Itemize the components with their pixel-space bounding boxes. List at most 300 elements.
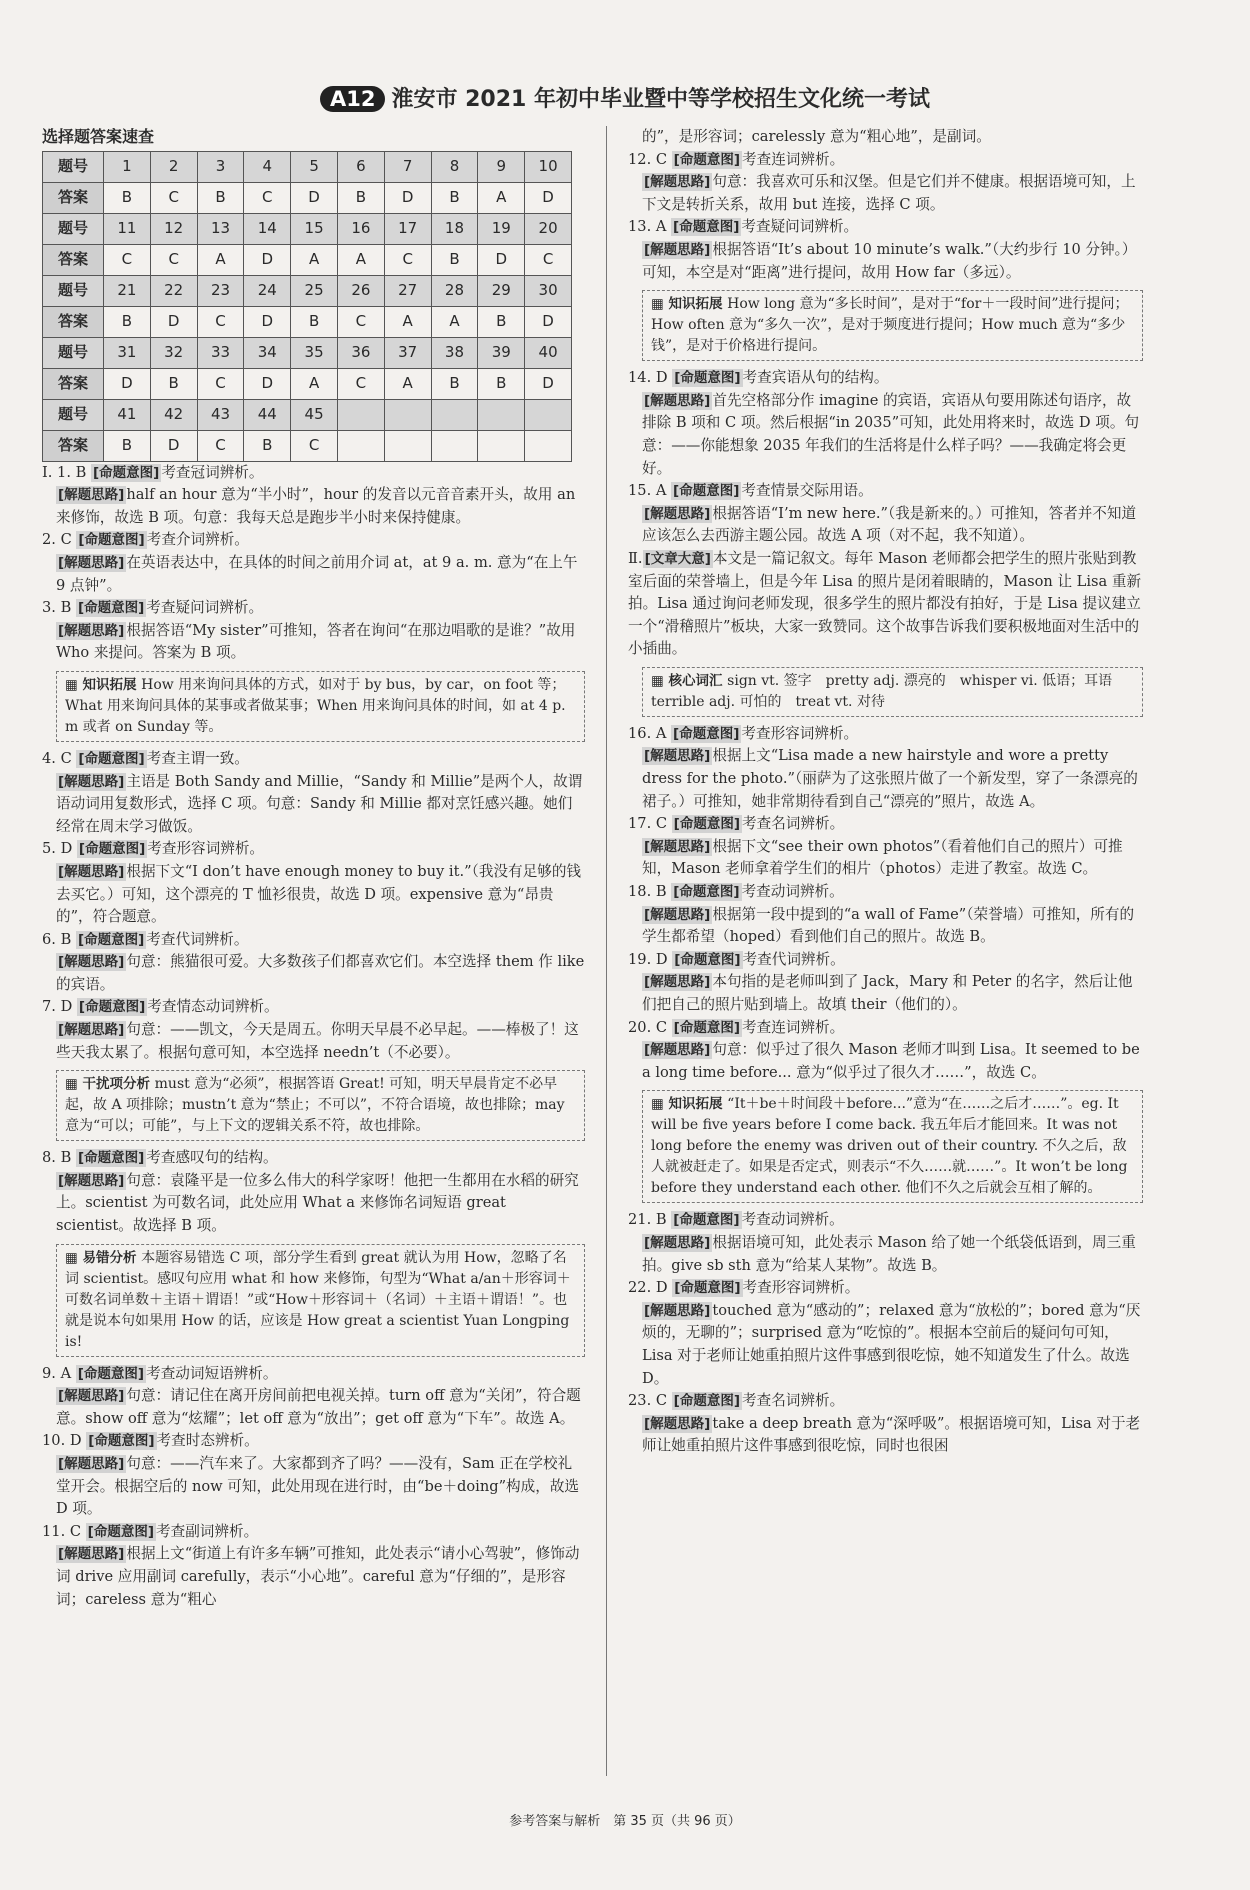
answer-cell: C (197, 430, 244, 461)
solution-paragraph (42, 951, 585, 996)
question-number: 6. B (42, 930, 76, 948)
idea-tag: [解题思路] (644, 838, 711, 855)
answer-cell: B (150, 368, 197, 399)
answer-cell: D (244, 306, 291, 337)
note-box-text: must 意为“必须”，根据答语 Great! 可知，明天早晨肯定不必早起，故 A 项排除；mustn’t 意为“禁止；不可以”，不符合语境，故也排除；may 意为“可以；可能”，与上下文的逻辑关系不符，故也排除。 (65, 1076, 565, 1135)
question-intent: 考查形容词辨析。 (147, 840, 265, 858)
question-number-cell: 17 (384, 213, 431, 244)
row-label: 答案 (43, 430, 104, 461)
answer-cell: D (525, 368, 572, 399)
answer-cell: D (478, 244, 525, 275)
intent-tag: [命题意图] (673, 1212, 740, 1229)
section-number: Ⅱ. (628, 549, 643, 567)
answer-cell: D (244, 244, 291, 275)
answer-cell: C (525, 244, 572, 275)
right-column (628, 126, 1143, 1458)
note-box-text: “It＋be＋时间段＋before...”意为“在……之后才……”。eg. It will be five years before I come back. 我五年后才能回来。It was not long before the enemy was driven out of their country. 不久之后，敌人就被赶走了。如果是否定式，则表示“不久……就……”。It won’t be long before they understand each other. 他们不久之后就会互相了解的。 (651, 1096, 1128, 1197)
intent-tag: [命题意图] (674, 370, 741, 387)
question-number-cell: 14 (244, 213, 291, 244)
question-number-cell: 7 (384, 151, 431, 182)
answer-row (43, 182, 572, 213)
solution-text: 首先空格部分作 imagine 的宾语，宾语从句要用陈述句语序，故排除 B 项和 C 项。然后根据“in 2035”可知，此处用将来时，故选 D 项。句意：——你能想象 2035 年我们的生活将是什么样子吗？——我确定将会更好。 (642, 391, 1140, 477)
question-number: 18. B (628, 883, 672, 901)
note-box-tag: ▦ 干扰项分析 (65, 1076, 155, 1093)
note-box-tag: ▦ 知识拓展 (65, 676, 142, 693)
note-box (56, 1070, 585, 1141)
question-number-cell (337, 399, 384, 430)
question-intent: 考查感叹句的结构。 (146, 1149, 278, 1167)
solution-text: half an hour 意为“半小时”，hour 的发音以元音音素开头，故用 an 来修饰，故选 B 项。句意：我每天总是跑步半小时来保持健康。 (56, 486, 576, 526)
question-number-cell: 35 (291, 337, 338, 368)
question-number: 16. A (628, 724, 672, 742)
intent-tag: [命题意图] (92, 464, 160, 481)
question-number-cell: 1 (104, 151, 151, 182)
passage-summary (628, 548, 1143, 661)
question-number-cell: 13 (197, 213, 244, 244)
question-line (42, 929, 585, 952)
question-number-cell: 33 (197, 337, 244, 368)
question-number-cell: 41 (104, 399, 151, 430)
solution-text: 句意：我喜欢可乐和汉堡。但是它们并不健康。根据语境可知，上下文是转折关系，故用 but 连接，选择 C 项。 (642, 173, 1136, 213)
answer-cell: B (431, 368, 478, 399)
note-box-text: How long 意为“多长时间”，是对于“for＋一段时间”进行提问；How often 意为“多久一次”，是对于频度进行提问；How much 意为“多少钱”，是对于价格进行提问。 (651, 296, 1129, 355)
summary-text: 本文是一篇记叙文。每年 Mason 老师都会把学生的照片张贴到教室后面的荣誉墙上，但是今年 Lisa 的照片是闭着眼睛的，Mason 让 Lisa 重新拍。Lisa 通过询问老师发现，很多学生的照片都没有拍好，于是 Lisa 提议建立一个“滑稽照片”板块，大家一致赞同。这个故事告诉我们要积极地面对生活中的小插曲。 (628, 549, 1142, 658)
idea-tag: [解题思路] (644, 1302, 711, 1319)
question-number-cell: 10 (525, 151, 572, 182)
question-line (42, 529, 585, 552)
question-number-cell: 39 (478, 337, 525, 368)
question-line (42, 1147, 585, 1170)
question-number-cell: 6 (337, 151, 384, 182)
answer-cell: D (244, 368, 291, 399)
solution-paragraph (42, 1019, 585, 1064)
question-number-cell: 24 (244, 275, 291, 306)
question-number-cell: 9 (478, 151, 525, 182)
answer-cell: B (197, 182, 244, 213)
solution-text: 根据答语“I’m new here.”（我是新来的。）可推知，答者并不知道应该怎么去西游主题公园。故选 A 项（对不起，我不知道）。 (642, 504, 1137, 545)
intent-tag: [命题意图] (674, 951, 741, 968)
idea-tag: [解题思路] (644, 748, 711, 765)
question-number: 9. A (42, 1364, 76, 1382)
question-line (628, 1017, 1143, 1040)
answer-cell: C (197, 306, 244, 337)
question-intent: 考查副词辨析。 (156, 1522, 259, 1540)
question-number-cell: 32 (150, 337, 197, 368)
answer-cell: A (384, 368, 431, 399)
question-intent: 考查形容词辨析。 (741, 724, 859, 742)
solution-text: 根据语境可知，此处表示 Mason 给了她一个纸袋低语到，周三重拍。give sb sth 意为“给某人某物”。故选 B。 (642, 1233, 1136, 1274)
row-label: 答案 (43, 244, 104, 275)
answer-row (43, 244, 572, 275)
question-number: 8. B (42, 1149, 76, 1167)
row-label: 题号 (43, 275, 104, 306)
intent-tag: [命题意图] (88, 1433, 155, 1450)
solution-paragraph (628, 503, 1143, 548)
question-number-cell: 34 (244, 337, 291, 368)
page-footer: 参考答案与解析 第 35 页（共 96 页） (509, 1814, 741, 1829)
question-number-cell: 38 (431, 337, 478, 368)
question-intent: 考查名词辨析。 (742, 1392, 845, 1410)
solution-text: 根据答语“It’s about 10 minute’s walk.”（大约步行 10 分钟。）可知，本空是对“距离”进行提问，故用 How far（多远）。 (642, 240, 1137, 281)
answer-cell (384, 430, 431, 461)
question-line (628, 813, 1143, 836)
answer-cell: C (197, 368, 244, 399)
intent-tag: [命题意图] (78, 750, 145, 767)
question-number-cell: 19 (478, 213, 525, 244)
question-number: 11. C (42, 1522, 86, 1540)
question-number-cell: 8 (431, 151, 478, 182)
question-number-cell: 31 (104, 337, 151, 368)
question-line (42, 996, 585, 1019)
question-number-row (43, 399, 572, 430)
solution-text: 根据答语“My sister”可推知，答者在询问“在那边唱歌的是谁？”故用 Who 来提问。答案为 B 项。 (56, 621, 576, 662)
answer-cell: C (104, 244, 151, 275)
answer-row (43, 368, 572, 399)
answer-cell: B (431, 244, 478, 275)
solution-paragraph (628, 904, 1143, 949)
idea-tag: [解题思路] (644, 174, 711, 191)
question-intent: 考查连词辨析。 (742, 150, 845, 168)
idea-tag: [解题思路] (58, 773, 125, 790)
question-number: 5. D (42, 840, 77, 858)
question-intent: 考查情景交际用语。 (741, 482, 873, 500)
answer-cell: A (337, 244, 384, 275)
answer-cell: A (478, 182, 525, 213)
intent-tag: [命题意图] (78, 841, 146, 858)
idea-tag: [解题思路] (58, 622, 125, 639)
solution-text: 本句指的是老师叫到了 Jack，Mary 和 Peter 的名字，然后让他们把自己的照片贴到墙上。故填 their（他们的）。 (642, 973, 1133, 1013)
answer-cell: B (104, 306, 151, 337)
answer-cell: A (431, 306, 478, 337)
solution-paragraph (42, 1170, 585, 1238)
idea-tag: [解题思路] (58, 1172, 125, 1189)
question-line (628, 216, 1143, 239)
left-column-body (42, 462, 585, 1612)
continued-text: 的”，是形容词；carelessly 意为“粗心地”，是副词。 (642, 128, 991, 145)
answer-cell: B (478, 368, 525, 399)
question-line (42, 462, 585, 485)
question-number-cell: 16 (337, 213, 384, 244)
question-intent: 考查代词辨析。 (146, 930, 249, 948)
question-number-cell: 21 (104, 275, 151, 306)
solution-paragraph (42, 484, 585, 529)
row-label: 答案 (43, 306, 104, 337)
question-number-cell: 12 (150, 213, 197, 244)
solution-text: 根据第一段中提到的“a wall of Fame”（荣誉墙）可推知，所有的学生都希望（hoped）看到他们自己的照片。故选 B。 (642, 905, 1135, 946)
note-box (56, 1244, 585, 1357)
answer-cell: B (244, 430, 291, 461)
question-intent: 考查代词辨析。 (742, 950, 845, 968)
idea-tag: [解题思路] (644, 906, 711, 923)
question-number: 17. C (628, 815, 672, 833)
question-number-cell (525, 399, 572, 430)
question-number-cell: 2 (150, 151, 197, 182)
answer-cell: C (384, 244, 431, 275)
question-number-cell: 11 (104, 213, 151, 244)
question-number-cell: 37 (384, 337, 431, 368)
question-number-cell: 15 (291, 213, 338, 244)
solution-text: 句意：袁隆平是一位多么伟大的科学家呀！他把一生都用在水稻的研究上。scientist 为可数名词，此处应用 What a 来修饰名词短语 great scientist。故选择 B 项。 (56, 1171, 579, 1235)
intent-tag: [命题意图] (77, 1365, 145, 1382)
question-number-cell (431, 399, 478, 430)
question-intent: 考查时态辨析。 (156, 1432, 259, 1450)
question-line (628, 149, 1143, 172)
question-number-cell: 18 (431, 213, 478, 244)
question-line (628, 949, 1143, 972)
question-line (628, 1390, 1143, 1413)
solution-text: touched 意为“感动的”；relaxed 意为“放松的”；bored 意为“厌烦的，无聊的”；surprised 意为“吃惊的”。根据本空前后的疑问句可知，Lisa 对于老师让她重拍照片这件事感到很吃惊，她不知道发生了什么。故选 D。 (642, 1301, 1141, 1387)
note-box-tag: ▦ 核心词汇 (651, 672, 728, 689)
intent-tag: [命题意图] (673, 816, 740, 833)
answer-cell (478, 430, 525, 461)
question-number-cell: 3 (197, 151, 244, 182)
question-number-row (43, 151, 572, 182)
idea-tag: [解题思路] (644, 392, 711, 409)
question-line (42, 1363, 585, 1386)
question-number: 21. B (628, 1211, 672, 1229)
question-intent: 考查名词辨析。 (742, 815, 845, 833)
quick-answer-title: 选择题答案速查 (42, 127, 155, 146)
solution-text: 句意：——凯文，今天是周五。你明天早晨不必早起。——棒极了！这些天我太累了。根据句意可知，本空选择 needn’t（不必要）。 (56, 1021, 579, 1061)
intent-tag: [命题意图] (77, 931, 145, 948)
question-number-cell: 40 (525, 337, 572, 368)
answer-cell: B (478, 306, 525, 337)
answer-cell: D (384, 182, 431, 213)
question-number-cell: 20 (525, 213, 572, 244)
solution-text: 根据上文“Lisa made a new hairstyle and wore a pretty dress for the photo.”（丽萨为了这张照片做了一个新发型，穿了一条漂亮的裙子。）可推知，她非常期待看到自己“漂亮的”照片，故选 A。 (642, 747, 1138, 810)
question-number-cell: 25 (291, 275, 338, 306)
note-box (642, 290, 1143, 361)
solution-paragraph (628, 1232, 1143, 1277)
question-number: 12. C (628, 150, 672, 168)
question-intent: 考查宾语从句的结构。 (742, 369, 889, 387)
question-number-cell: 27 (384, 275, 431, 306)
intent-tag: [命题意图] (673, 884, 740, 901)
solution-text: 根据下文“see their own photos”（看着他们自己的照片）可推知，Mason 老师拿着学生们的相片（photos）走进了教室。故选 C。 (642, 837, 1123, 878)
row-label: 答案 (43, 182, 104, 213)
answer-cell: B (337, 182, 384, 213)
solution-paragraph (42, 861, 585, 929)
note-box (56, 671, 585, 742)
answer-cell: C (337, 306, 384, 337)
solution-paragraph (628, 171, 1143, 216)
answer-cell: D (291, 182, 338, 213)
question-number: 13. A (628, 218, 672, 236)
question-number-cell: 44 (244, 399, 291, 430)
answer-cell: C (150, 244, 197, 275)
question-number-cell: 4 (244, 151, 291, 182)
question-number-row (43, 337, 572, 368)
answer-row (43, 430, 572, 461)
idea-tag: [解题思路] (644, 241, 711, 258)
question-number-row (43, 275, 572, 306)
intent-tag: [命题意图] (673, 1393, 740, 1410)
question-number: 15. A (628, 482, 672, 500)
question-number: 7. D (42, 998, 77, 1016)
intent-tag: [命题意图] (78, 999, 146, 1016)
answer-cell: B (291, 306, 338, 337)
answer-cell: D (150, 430, 197, 461)
answer-cell: B (104, 182, 151, 213)
solution-paragraph (42, 620, 585, 665)
question-line (628, 480, 1143, 503)
solution-paragraph (628, 239, 1143, 284)
intent-tag: [命题意图] (673, 1019, 740, 1036)
question-number: Ⅰ. 1. B (42, 463, 91, 481)
question-number: 4. C (42, 749, 77, 767)
intent-tag: [命题意图] (673, 725, 740, 742)
question-number: 20. C (628, 1018, 672, 1036)
solution-paragraph (42, 1453, 585, 1521)
answer-table (42, 151, 572, 462)
answer-cell: C (337, 368, 384, 399)
idea-tag: [解题思路] (644, 1042, 711, 1059)
question-number: 22. D (628, 1279, 673, 1297)
solution-text: 句意：请记住在离开房间前把电视关掉。turn off 意为“关闭”，符合题意。show off 意为“炫耀”；let off 意为“放出”；get off 意为“下车”。故选 A。 (56, 1387, 581, 1427)
solution-paragraph (628, 745, 1143, 813)
question-intent: 考查介词辨析。 (146, 531, 249, 549)
answer-cell: D (150, 306, 197, 337)
solution-paragraph (42, 771, 585, 839)
question-intent: 考查动词辨析。 (741, 1211, 844, 1229)
row-label: 题号 (43, 399, 104, 430)
question-number-row (43, 213, 572, 244)
idea-tag: [解题思路] (644, 1415, 711, 1432)
exam-title: 淮安市 2021 年初中毕业暨中等学校招生文化统一考试 (391, 87, 931, 112)
question-intent: 考查连词辨析。 (742, 1018, 845, 1036)
note-box (642, 667, 1143, 717)
question-line (628, 367, 1143, 390)
answer-cell: D (525, 306, 572, 337)
question-number-cell: 42 (150, 399, 197, 430)
intent-tag: [命题意图] (78, 532, 145, 549)
intent-tag: [命题意图] (673, 151, 740, 168)
solution-paragraph (628, 1413, 1143, 1458)
row-label: 答案 (43, 368, 104, 399)
question-number-cell (384, 399, 431, 430)
intent-tag: [命题意图] (674, 1280, 741, 1297)
question-intent: 考查疑问词辨析。 (741, 218, 859, 236)
question-line (42, 597, 585, 620)
answer-cell: D (525, 182, 572, 213)
intent-tag: [命题意图] (87, 1523, 154, 1540)
question-number-cell: 28 (431, 275, 478, 306)
question-line (42, 1521, 585, 1544)
question-line (628, 723, 1143, 746)
note-box-text: 本题容易错选 C 项，部分学生看到 great 就认为用 How，忽略了名词 scientist。感叹句应用 what 和 how 来修饰，句型为“What a/an＋形容词＋可数名词单数＋主语＋谓语！”或“How＋形容词＋（名词）＋主语＋谓语！”。也就是说本句如果用 How 的话，应该是 How great a scientist Yuan Longping is! (65, 1249, 571, 1350)
answer-cell: C (291, 430, 338, 461)
question-intent: 考查疑问词辨析。 (146, 599, 264, 617)
question-number: 2. C (42, 531, 77, 549)
question-number-cell (478, 399, 525, 430)
answer-cell (431, 430, 478, 461)
answer-cell: B (431, 182, 478, 213)
note-box-text: sign vt. 签字 pretty adj. 漂亮的 whisper vi. 低语；耳语 terrible adj. 可怕的 treat vt. 对待 (651, 672, 1127, 710)
solution-paragraph (42, 1543, 585, 1611)
answer-cell: A (384, 306, 431, 337)
idea-tag: [解题思路] (644, 505, 711, 522)
solution-paragraph (42, 1385, 585, 1430)
question-line (628, 881, 1143, 904)
solution-text: 根据下文“I don’t have enough money to buy it.”（我没有足够的钱去买它。）可知，这个漂亮的 T 恤衫很贵，故选 D 项。expensive 意为“昂贵的”，符合题意。 (56, 862, 582, 926)
answer-cell (337, 430, 384, 461)
page-title (0, 82, 1250, 113)
note-box-text: How 用来询问具体的方式，如对于 by bus，by car，on foot 等；What 用来询问具体的某事或者做某事；When 用来询问具体的时间，如 at 4 p. m 或者 on Sunday 等。 (65, 676, 566, 735)
intent-tag: [命题意图] (77, 600, 145, 617)
idea-tag: [解题思路] (58, 487, 125, 504)
solution-text: 句意：熊猫很可爱。大多数孩子们都喜欢它们。本空选择 them 作 like 的宾语。 (56, 953, 585, 993)
solution-text: 主语是 Both Sandy and Millie，“Sandy 和 Millie”是两个人，故谓语动词用复数形式，选择 C 项。句意：Sandy 和 Millie 都对烹饪感兴趣。她们经常在周末学习做饭。 (56, 772, 583, 835)
answer-cell: A (197, 244, 244, 275)
question-number-cell: 26 (337, 275, 384, 306)
question-number-cell: 30 (525, 275, 572, 306)
question-number-cell: 5 (291, 151, 338, 182)
left-column (42, 126, 585, 1611)
question-intent: 考查动词短语辨析。 (146, 1364, 278, 1382)
answer-row (43, 306, 572, 337)
answer-cell: A (291, 368, 338, 399)
intent-tag: [命题意图] (673, 483, 740, 500)
question-number: 14. D (628, 369, 673, 387)
note-box (642, 1090, 1143, 1203)
question-line (42, 838, 585, 861)
answer-cell (525, 430, 572, 461)
idea-tag: [解题思路] (58, 1022, 125, 1039)
solution-paragraph (42, 552, 585, 597)
solution-text: 句意：——汽车来了。大家都到齐了吗？——没有，Sam 正在学校礼堂开会。根据空后的 now 可知，此处用现在进行时，由“be＋doing”构成，故选 D 项。 (56, 1455, 580, 1518)
solution-paragraph (628, 390, 1143, 480)
solution-text: 在英语表达中，在具体的时间之前用介词 at，at 9 a. m. 意为“在上午 9 点钟”。 (56, 553, 578, 594)
question-line (628, 1209, 1143, 1232)
intent-tag: [命题意图] (673, 219, 740, 236)
note-box-tag: ▦ 易错分析 (65, 1249, 142, 1266)
idea-tag: [解题思路] (58, 1388, 125, 1405)
row-label: 题号 (43, 337, 104, 368)
idea-tag: [解题思路] (58, 554, 125, 571)
idea-tag: [解题思路] (58, 1456, 125, 1472)
question-number: 19. D (628, 950, 673, 968)
row-label: 题号 (43, 213, 104, 244)
question-intent: 考查主谓一致。 (146, 749, 249, 767)
note-box-tag: ▦ 知识拓展 (651, 296, 728, 313)
summary-tag: [文章大意] (644, 550, 711, 567)
question-number: 23. C (628, 1392, 672, 1410)
question-number-cell: 36 (337, 337, 384, 368)
solution-paragraph (628, 1300, 1143, 1390)
note-box-tag: ▦ 知识拓展 (651, 1096, 728, 1113)
right-column-body (628, 126, 1143, 1458)
section-badge: A12 (320, 86, 385, 112)
question-number-cell: 45 (291, 399, 338, 430)
idea-tag: [解题思路] (58, 954, 125, 971)
question-intent: 考查情态动词辨析。 (147, 998, 279, 1016)
answer-cell: C (150, 182, 197, 213)
solution-paragraph (628, 1039, 1143, 1084)
question-intent: 考查冠词辨析。 (161, 463, 264, 481)
answer-cell: C (244, 182, 291, 213)
row-label: 题号 (43, 151, 104, 182)
question-number-cell: 43 (197, 399, 244, 430)
question-line (628, 1277, 1143, 1300)
question-number-cell: 22 (150, 275, 197, 306)
question-intent: 考查形容词辨析。 (742, 1279, 860, 1297)
idea-tag: [解题思路] (644, 1234, 711, 1251)
idea-tag: [解题思路] (644, 974, 711, 991)
solution-text: 根据上文“街道上有许多车辆”可推知，此处表示“请小心驾驶”，修饰动词 drive 应用副词 carefully，表示“小心地”。careful 意为“仔细的”，是形容词；careless 意为“粗心 (56, 1545, 580, 1608)
answer-cell: A (291, 244, 338, 275)
question-number-cell: 29 (478, 275, 525, 306)
solution-paragraph (628, 971, 1143, 1016)
